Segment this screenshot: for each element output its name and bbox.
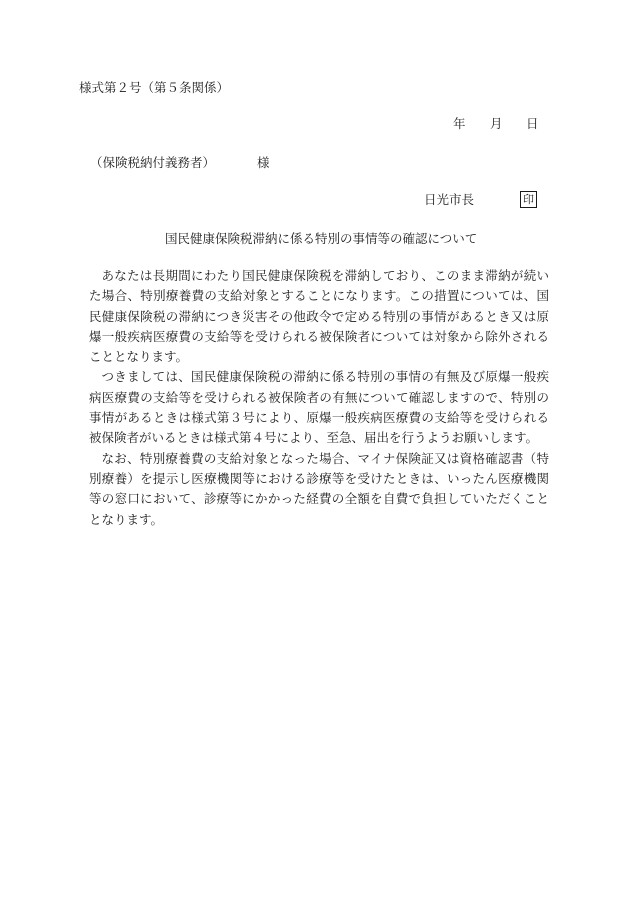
date-day-label: 日 (526, 116, 539, 131)
document-subject: 国民健康保険税滞納に係る特別の事情等の確認について (165, 231, 478, 246)
addressee: （保険税納付義務者） (90, 155, 216, 170)
date-year-label: 年 (453, 116, 466, 131)
body-paragraph: なお、特別療養費の支給対象となった場合、マイナ保険証又は資格確認書（特別療養）を提示し医療機関等における診療等を受けたときは、いったん医療機関等の窓口において、診療等にかかった経費の全額を自費で負担していただくこととなります。 (89, 450, 549, 527)
form-number: 様式第２号（第５条関係） (79, 80, 230, 95)
document-body (89, 266, 549, 530)
sender-title: 日光市長 (424, 192, 475, 207)
seal-stamp: 印 (520, 191, 537, 208)
date-month-label: 月 (490, 116, 503, 131)
body-paragraph: あなたは長期間にわたり国民健康保険税を滞納しており、このまま滞納が続いた場合、特別療養費の支給対象とすることになります。この措置については、国民健康保険税の滞納につき災害その他政令で定める特別の事情があるとき又は原爆一般疾病医療費の支給等を受けられる被保険者については対象から除外されることとなります。 (89, 268, 549, 365)
honorific: 様 (257, 155, 270, 170)
body-paragraph: つきましては、国民健康保険税の滞納に係る特別の事情の有無及び原爆一般疾病医療費の支給等を受けられる被保険者の有無について確認しますので、特別の事情があるときは様式第３号により、原爆一般疾病医療費の支給等を受けられる被保険者がいるときは様式第４号により、至急、届出を行うようお願いします。 (89, 369, 549, 446)
